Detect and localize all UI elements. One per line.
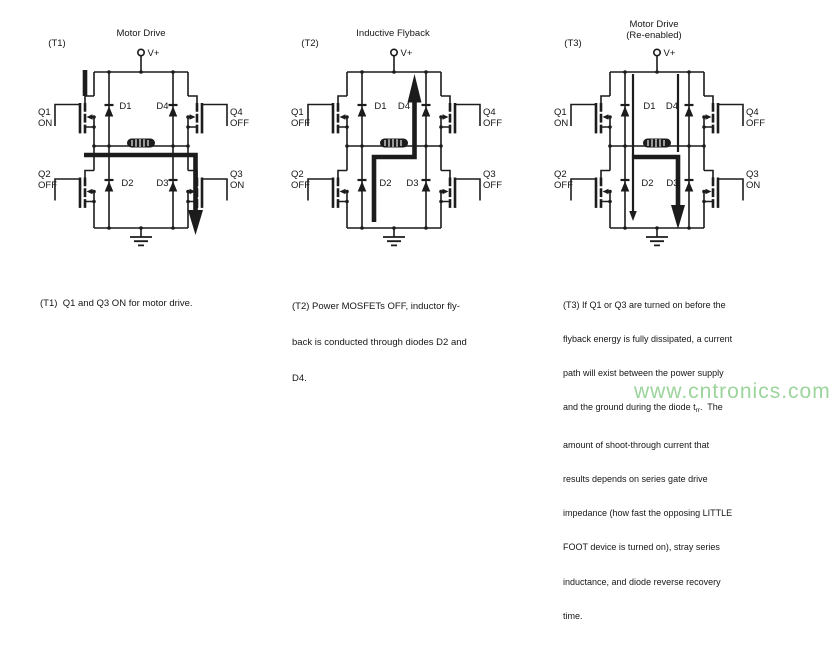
t1-junction-dots [92,70,190,230]
t3-shootthrough-arrow-icon [671,205,685,229]
t1-d1-label: D1 [119,101,132,112]
t1-q4-label: Q4 [230,107,243,118]
caption-t2-line: back is conducted through diodes D2 and [292,337,467,348]
ground-symbol [646,237,668,245]
diode-d3-symbol [685,180,694,192]
t1-q1-label: Q1 [38,107,51,118]
diode-d3-symbol [422,180,431,192]
caption-t2-line: (T2) Power MOSFETs OFF, inductor fly- [292,301,460,312]
trr-subscript: rr [695,407,700,415]
t3-title: Motor Drive [629,19,679,30]
ground-symbol [130,237,152,245]
t2-q4-label: Q4 [483,107,496,118]
t2-q2-label: Q2 [291,169,304,180]
t3-q4-state: OFF [746,118,765,129]
t3-q1-label: Q1 [554,107,567,118]
diode-d1-symbol [621,105,630,117]
mosfet-q2-symbol [308,171,349,208]
t2-d4-label: D4 [397,101,411,112]
caption-t2-line: D4. [292,373,307,384]
mosfet-q3-symbol [439,171,480,208]
t3-vplus-label: V+ [663,48,676,59]
t2-vplus-terminal [391,49,397,55]
caption-t3-line: results depends on series gate drive [563,473,708,484]
t3-q4-label: Q4 [746,107,759,118]
diode-d4-symbol [169,105,178,117]
mosfet-q3-symbol [186,171,227,208]
t2-current-arrow-icon [408,74,422,103]
diode-d2-symbol [358,180,367,192]
caption-t3-line: path will exist between the power supply [563,368,724,379]
caption-t3 [563,277,791,645]
t1-vplus-label: V+ [147,48,160,59]
caption-t1 [40,274,275,334]
t2-junction-dots [345,70,443,230]
t3-q2-state: OFF [554,180,573,191]
caption-t3-line: impedance (how fast the opposing LITTLE [563,508,733,519]
caption-t3-line: flyback energy is fully dissipated, a current [563,334,733,345]
circuit-t3-motor-drive-reenabled [516,0,776,265]
circuit-t1-motor-drive [0,0,260,265]
caption-t3-line: time. [563,610,583,621]
t2-d3-label: D3 [406,178,419,189]
mosfet-q1-symbol [571,96,612,133]
diode-d1-symbol [358,105,367,117]
diode-d3-symbol [169,180,178,192]
t2-q4-state: OFF [483,118,502,129]
t2-q1-label: Q1 [291,107,304,118]
t2-q1-state: OFF [291,118,310,129]
caption-t3-line: inductance, and diode reverse recovery [563,576,721,587]
mosfet-q4-symbol [702,96,743,133]
t1-title: Motor Drive [116,28,166,39]
t1-q2-label: Q2 [38,169,51,180]
diode-d2-symbol [621,180,630,192]
t2-vplus-label: V+ [400,48,413,59]
mosfet-q2-symbol [55,171,96,208]
t2-d2-label: D2 [379,178,392,189]
t2-d1-label: D1 [374,101,387,112]
t1-tag: (T1) [48,38,66,49]
t3-d4-label: D4 [665,101,679,112]
motor-inductor-symbol [127,139,155,148]
circuit-t2-inductive-flyback [253,0,513,265]
t3-q3-state: ON [746,180,761,191]
watermark-cntronics: www.cntronics.com [634,380,831,403]
caption-t2 [292,277,524,409]
diode-d4-symbol [685,105,694,117]
mosfet-q3-symbol [702,171,743,208]
diode-d2-symbol [105,180,114,192]
t3-d2-label: D2 [641,178,654,189]
t3-q2-label: Q2 [554,169,567,180]
t2-q3-label: Q3 [483,169,496,180]
t1-vplus-terminal [138,49,144,55]
t2-q3-state: OFF [483,180,502,191]
mosfet-q2-symbol [571,171,612,208]
t1-q3-label: Q3 [230,169,243,180]
mosfet-q4-symbol [439,96,480,133]
t2-q2-state: OFF [291,180,310,191]
t3-vplus-terminal [654,49,660,55]
t3-flyback-arrow-icon [629,211,637,221]
t3-d3-label: D3 [666,178,679,189]
mosfet-q1-symbol [55,96,96,133]
ground-symbol [383,237,405,245]
t3-q1-state: ON [554,118,569,129]
t3-title-line2: (Re-enabled) [626,30,682,41]
t1-d4-label: D4 [156,101,169,112]
t1-q2-state: OFF [38,180,57,191]
t1-current-path [84,70,203,235]
t1-q3-state: ON [230,180,245,191]
caption-t1-line: (T1) Q1 and Q3 ON for motor drive. [40,298,193,309]
t1-d3-label: D3 [156,178,169,189]
t1-q4-state: OFF [230,118,249,129]
t1-d2-label: D2 [121,178,134,189]
t1-q1-state: ON [38,118,53,129]
t3-d1-label: D1 [643,101,656,112]
t1-current-arrow-icon [188,210,203,235]
mosfet-q4-symbol [186,96,227,133]
t3-junction-dots [608,70,706,230]
t3-q3-label: Q3 [746,169,759,180]
caption-t3-line: (T3) If Q1 or Q3 are turned on before the [563,299,726,310]
t3-current-path [629,74,685,229]
trr-pre: and the ground during the diode t [563,402,696,413]
motor-inductor-symbol [643,139,671,148]
t3-tag: (T3) [564,38,582,49]
t2-tag: (T2) [301,38,319,49]
t2-title: Inductive Flyback [356,28,430,39]
caption-t3-line-trr [563,402,791,416]
diode-d4-symbol [422,105,431,117]
trr-post: . The [699,402,723,413]
caption-t3-line: amount of shoot-through current that [563,439,710,450]
caption-t3-line: FOOT device is turned on), stray series [563,542,720,553]
mosfet-q1-symbol [308,96,349,133]
diode-d1-symbol [105,105,114,117]
t2-current-path [374,74,422,222]
motor-inductor-symbol [380,139,408,148]
